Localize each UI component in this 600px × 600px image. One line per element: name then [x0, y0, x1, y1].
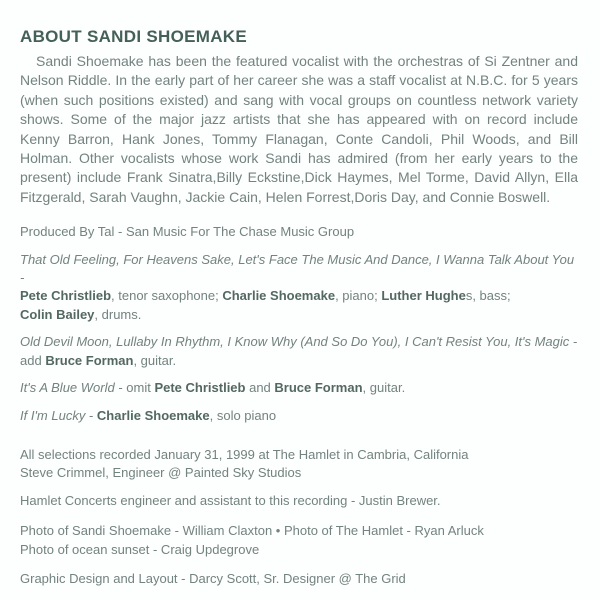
text-segment: Charlie Shoemake	[96, 407, 210, 423]
text-segment: That Old Feeling, For Heavens Sake, Let's Face The Music And Dance, I Wanna Talk About You -	[20, 251, 575, 286]
track-personnel-3	[20, 379, 578, 397]
text-segment: If I'm Lucky	[20, 407, 86, 423]
text-segment: , piano;	[335, 288, 382, 304]
track-personnel-4	[20, 407, 578, 425]
text-segment: s, bass;	[465, 288, 511, 304]
text-segment: Hamlet Concerts engineer and assistant to this recording - Justin Brewer.	[20, 492, 441, 508]
text-segment: - omit	[114, 380, 155, 396]
hamlet-engineer-credit	[20, 492, 578, 510]
text-segment: Graphic Design and Layout - Darcy Scott, Sr. Designer @ The Grid	[20, 570, 406, 586]
text-segment: Photo of ocean sunset - Craig Updegrove	[20, 541, 260, 557]
track-personnel-1	[20, 251, 578, 325]
text-segment: , tenor saxophone;	[111, 288, 223, 304]
text-segment: Produced By Tal - San Music For The Chase Music Group	[20, 224, 355, 240]
page-title: ABOUT SANDI SHOEMAKE	[20, 27, 248, 46]
producer-credit	[20, 223, 578, 241]
text-segment: add	[20, 352, 46, 368]
text-segment: , guitar.	[362, 380, 406, 396]
photo-credits	[20, 522, 578, 559]
recording-credit	[20, 446, 578, 483]
track-personnel-2	[20, 333, 578, 370]
text-segment: Photo of Sandi Shoemake - William Claxton • Photo of The Hamlet - Ryan Arluck	[20, 523, 484, 539]
design-credit	[20, 570, 578, 588]
text-segment: Bruce Forman	[45, 352, 134, 368]
text-segment: Luther Hughe	[381, 288, 466, 304]
text-segment: Colin Bailey	[20, 306, 95, 322]
text-segment: All selections recorded January 31, 1999 at The Hamlet in Cambria, California	[20, 446, 469, 462]
text-segment: Charlie Shoemake	[222, 288, 336, 304]
text-segment: -	[85, 407, 97, 423]
text-segment: and	[245, 380, 275, 396]
text-segment: , solo piano	[209, 407, 277, 423]
text-segment: Pete Christlieb	[20, 288, 112, 304]
text-segment: , guitar.	[133, 352, 177, 368]
credits	[20, 223, 578, 588]
text-segment: Old Devil Moon, Lullaby In Rhythm, I Know Why (And So Do You), I Can't Resist You, It's Magic -	[20, 334, 578, 350]
text-segment: Steve Crimmel, Engineer @ Painted Sky Studios	[20, 465, 302, 481]
text-segment: , drums.	[94, 306, 142, 322]
about-paragraph: Sandi Shoemake has been the featured vocalist with the orchestras of Si Zentner and Nelson Riddle. In the early part of her career she was a staff vocalist at N.B.C. for 5 years (when such positions existed) and sang with vocal groups on countless network variety shows. Some of the major jazz artists that she has appeared with on record include Kenny Barron, Hank Jones, Tommy Flanagan, Conte Candoli, Phil Woods, and Bill Holman. Other vocalists whose work Sandi has admired (from her early years to the present) include Frank Sinatra,Billy Eckstine,Dick Haymes, Mel Torme, David Allyn, Ella Fitzgerald, Sarah Vaughn, Jackie Cain, Helen Forrest,Doris Day, and Connie Boswell.	[20, 53, 578, 205]
text-segment: Pete Christlieb	[154, 380, 246, 396]
text-segment: Bruce Forman	[274, 380, 363, 396]
text-segment: It's A Blue World	[20, 380, 115, 396]
